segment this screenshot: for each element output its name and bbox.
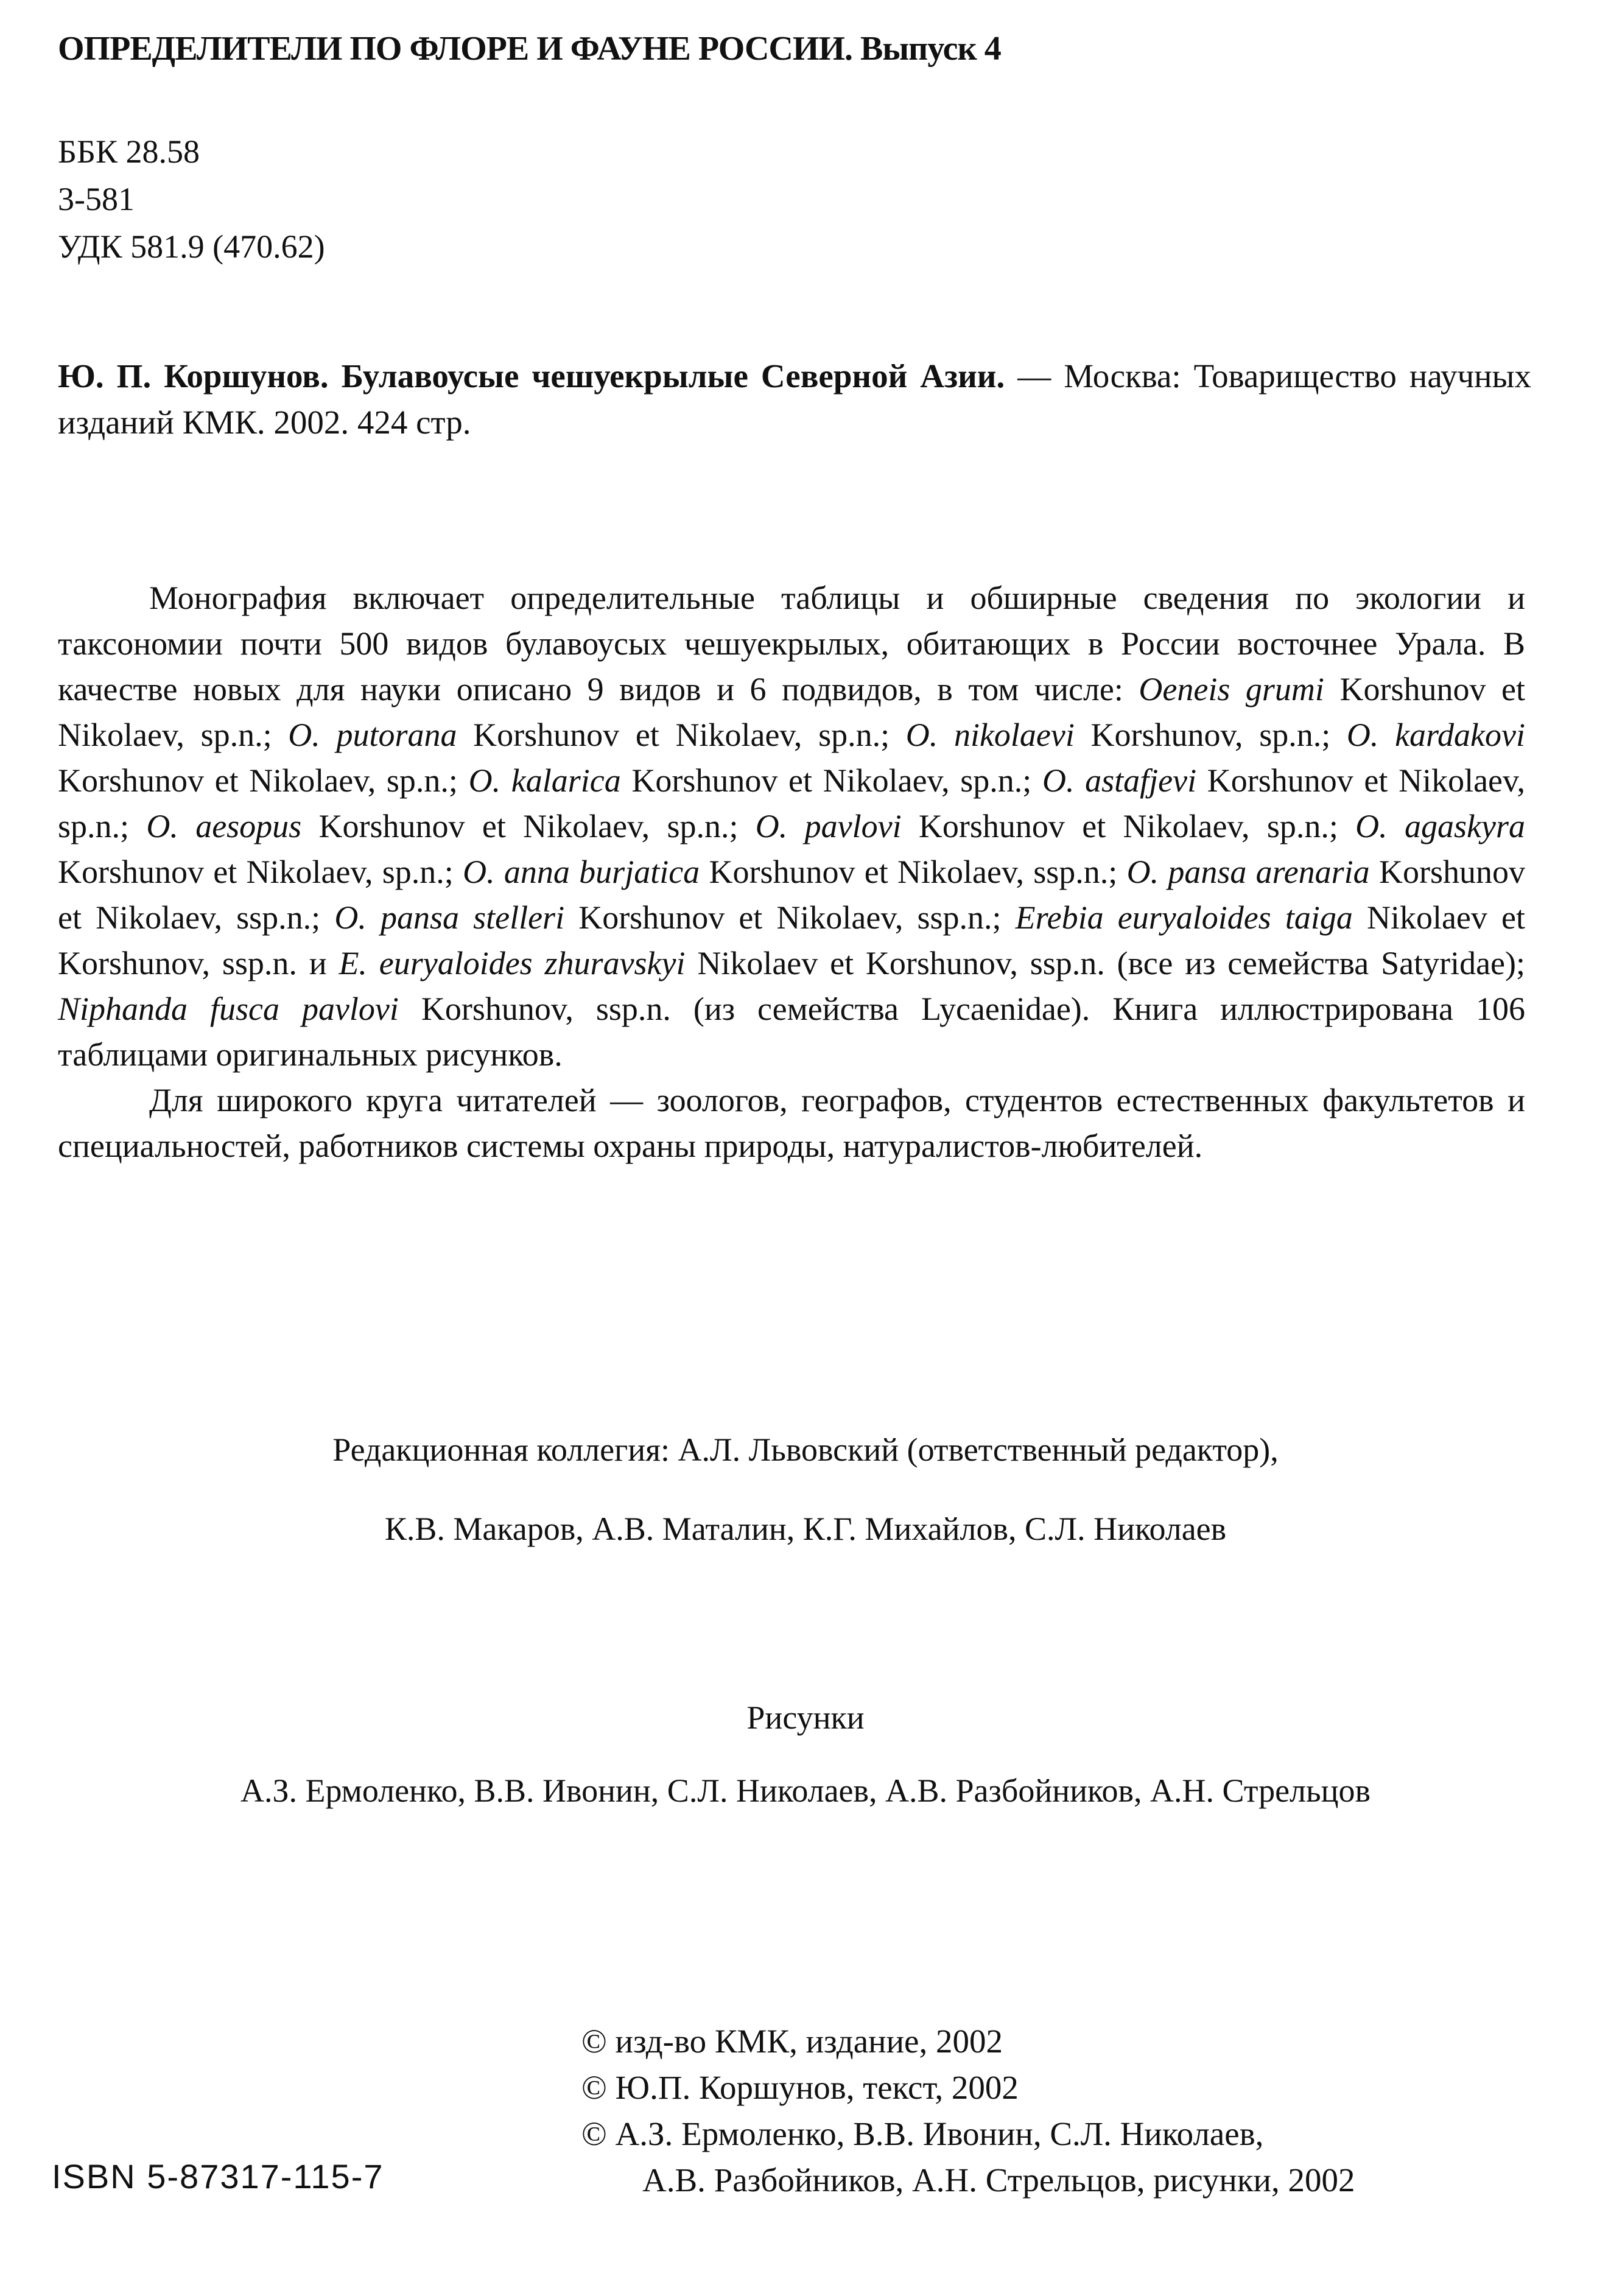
- isbn: ISBN 5-87317-115-7: [52, 2157, 384, 2196]
- taxon-name: O. agaskyra: [1355, 808, 1525, 844]
- abstract-text: Nikolaev et Korshunov, ssp.n. и: [58, 899, 1525, 981]
- taxon-name: O. putorana: [288, 717, 457, 753]
- udk-code: УДК 581.9 (470.62): [58, 228, 325, 265]
- abstract-text: Korshunov, sp.n.;: [1074, 717, 1347, 753]
- abstract-text: Korshunov et Nikolaev, sp.n.;: [58, 762, 469, 799]
- taxon-name: O. pavlovi: [755, 808, 902, 844]
- classification-codes: [58, 128, 325, 270]
- abstract-text: Korshunov et Nikolaev, ssp.n.;: [58, 854, 1525, 936]
- bibliographic-citation: [58, 353, 1531, 446]
- abstract-paragraph-1: [58, 575, 1525, 1078]
- abstract-text: Korshunov, ssp.n. (из семейства Lycaenidae). Книга иллюстрирована 106 таблицами оригинальных рисунков.: [58, 991, 1526, 1073]
- copyright-drawings-cont: А.В. Разбойников, А.Н. Стрельцов, рисунки, 2002: [642, 2161, 1355, 2199]
- copyright-block: [581, 2018, 1355, 2203]
- taxon-name: Niphanda fusca pavlovi: [58, 991, 399, 1027]
- taxon-name: O. kardakovi: [1346, 717, 1525, 753]
- abstract-text: Korshunov et Nikolaev, sp.n.;: [301, 808, 756, 844]
- editorial-board-line-1: Редакционная коллегия: А.Л. Львовский (ответственный редактор),: [332, 1431, 1279, 1468]
- abstract-paragraph-2: Для широкого круга читателей — зоологов, географов, студентов естественных факультетов и специальностей, работников системы охраны природы, натуралистов-любителей.: [58, 1082, 1525, 1164]
- taxon-name: Oeneis grumi: [1139, 671, 1324, 707]
- abstract-text: Korshunov et Nikolaev, ssp.n.;: [564, 899, 1016, 936]
- abstract-text: Korshunov et Nikolaev, sp.n.;: [58, 854, 463, 890]
- abstract-text: Korshunov et Nikolaev, sp.n.;: [901, 808, 1356, 844]
- copyright-text: © Ю.П. Коршунов, текст, 2002: [581, 2069, 1019, 2106]
- abstract-text: Korshunov et Nikolaev, sp.n.;: [457, 717, 906, 753]
- abstract-text: Korshunov et Nikolaev, ssp.n.;: [700, 854, 1127, 890]
- taxon-name: O. astafjevi: [1042, 762, 1197, 799]
- drawings-heading: Рисунки: [746, 1699, 865, 1736]
- copyright-publisher: © изд-во КМК, издание, 2002: [581, 2023, 1003, 2060]
- editorial-board-line-2: К.В. Макаров, А.В. Маталин, К.Г. Михайлов, С.Л. Николаев: [384, 1511, 1227, 1547]
- author-mark: 3-581: [58, 181, 135, 217]
- drawings-artists: А.З. Ермоленко, В.В. Ивонин, С.Л. Николаев, А.В. Разбойников, А.Н. Стрельцов: [240, 1772, 1371, 1809]
- abstract-text: Nikolaev et Korshunov, ssp.n. (все из семейства Satyridae);: [685, 945, 1525, 981]
- taxon-name: O. aesopus: [146, 808, 302, 844]
- abstract-text: Korshunov et Nikolaev, sp.n.;: [620, 762, 1042, 799]
- copyright-drawings: © А.З. Ермоленко, В.В. Ивонин, С.Л. Николаев,: [581, 2115, 1264, 2152]
- taxon-name: O. kalarica: [468, 762, 621, 799]
- series-title: ОПРЕДЕЛИТЕЛИ ПО ФЛОРЕ И ФАУНЕ РОССИИ. Выпуск 4: [58, 30, 1001, 68]
- taxon-name: O. pansa stelleri: [334, 899, 565, 936]
- taxon-name: O. anna burjatica: [463, 854, 700, 890]
- taxon-name: Erebia euryaloides taiga: [1015, 899, 1353, 936]
- taxon-name: O. nikolaevi: [905, 717, 1075, 753]
- citation-author-title: Ю. П. Коршунов. Булавоусые чешуекрылые Северной Азии.: [58, 357, 1005, 395]
- taxon-name: O. pansa arenaria: [1126, 854, 1370, 890]
- abstract-text: Монография включает определительные таблицы и обширные сведения по экологии и таксономии почти 500 видов булавоусых чешуекрылых, обитающих в России восточнее Урала. В качестве новых для науки описано 9 видов и 6 подвидов, в том числе:: [58, 580, 1525, 707]
- bbk-code: ББК 28.58: [58, 133, 200, 170]
- abstract-text: Korshunov et Nikolaev, sp.n.;: [58, 762, 1526, 844]
- taxon-name: E. euryaloides zhuravskyi: [339, 945, 686, 981]
- abstract: [58, 575, 1525, 1169]
- citation-publication: — Москва: Товарищество научных изданий КМК. 2002. 424 стр.: [58, 357, 1531, 441]
- abstract-text: Korshunov et Nikolaev, sp.n.;: [58, 671, 1525, 753]
